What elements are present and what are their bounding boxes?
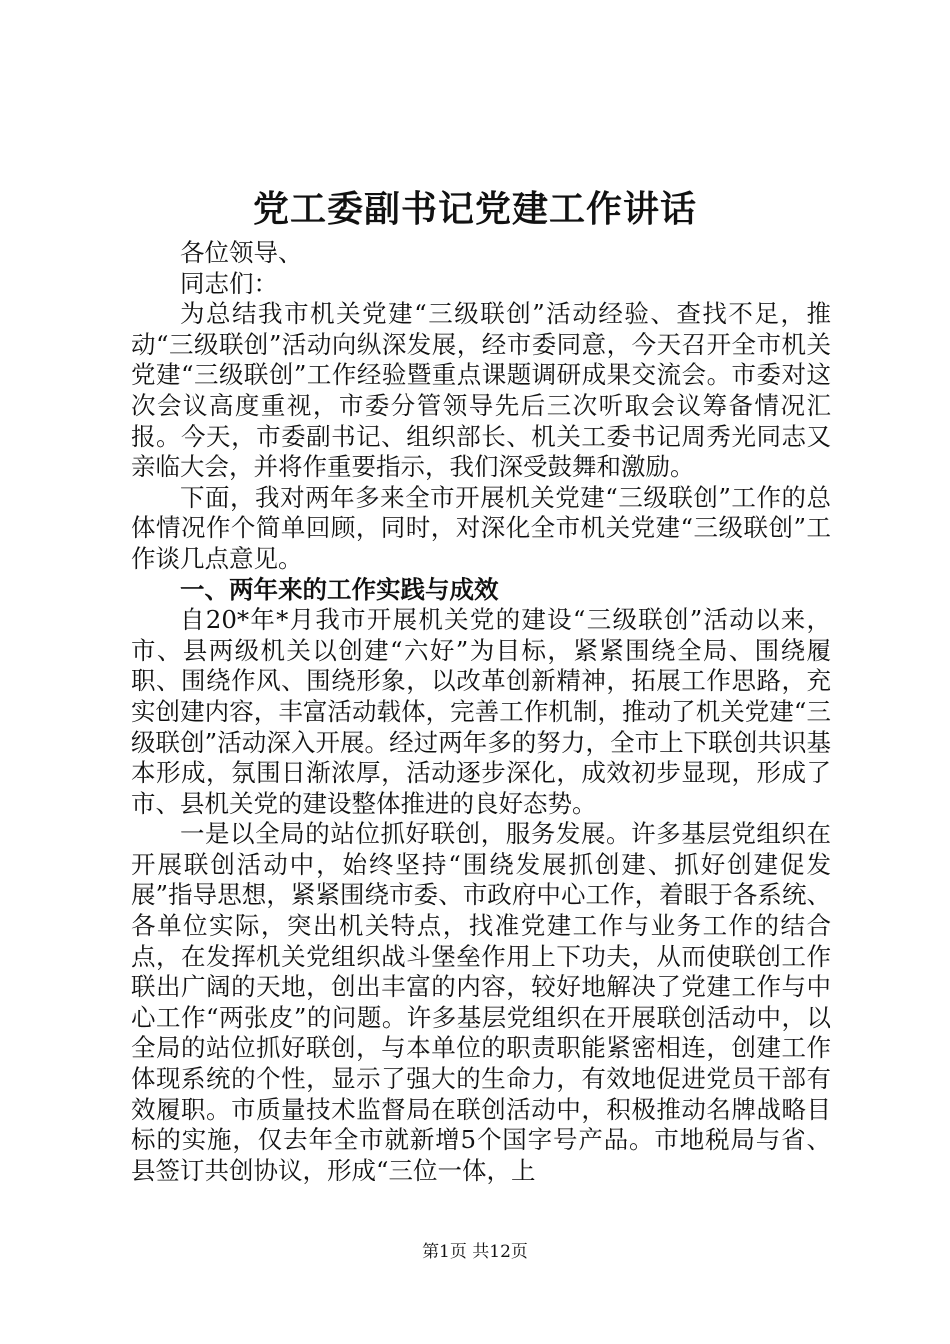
paragraph: 同志们： xyxy=(180,268,278,298)
document-body xyxy=(131,238,831,1186)
document-title: 党工委副书记党建工作讲话 xyxy=(252,189,697,230)
section-heading: 一、两年来的工作实践与成效 xyxy=(180,574,499,604)
paragraph: 一是以全局的站位抓好联创，服务发展。许多基层党组织在开展联创活动中，始终坚持“围绕发展抓创建、抓好创建促发展”指导思想，紧紧围绕市委、市政府中心工作，着眼于各系统、各单位实际，突出机关特点，找准党建工作与业务工作的结合点，在发挥机关党组织战斗堡垒作用上下功夫，从而使联创工作联出广阔的天地，创出丰富的内容，较好地解决了党建工作与中心工作“两张皮”的问题。许多基层党组织在开展联创活动中，以全局的站位抓好联创，与本单位的职责职能紧密相连，创建工作体现系统的个性，显示了强大的生命力，有效地促进党员干部有效履职。市质量技术监督局在联创活动中，积极推动名牌战略目标的实施，仅去年全市就新增5个国字号产品。市地税局与省、县签订共创协议，形成“三位一体，上 xyxy=(131,819,831,1185)
paragraph: 各位领导、 xyxy=(180,238,303,267)
paragraph: 自20*年*月我市开展机关党的建设“三级联创”活动以来，市、县两级机关以创建“六好”为目标，紧紧围绕全局、围绕履职、围绕作风、围绕形象，以改革创新精神，拓展工作思路，充实创建内容，丰富活动载体，完善工作机制，推动了机关党建“三级联创”活动深入开展。经过两年多的努力，全市上下联创共识基本形成，氛围日渐浓厚，活动逐步深化，成效初步显现，形成了市、县机关党的建设整体推进的良好态势。 xyxy=(131,605,831,818)
page-footer: 第1页 共12页 xyxy=(422,1242,528,1262)
paragraph: 下面，我对两年多来全市开展机关党建“三级联创”工作的总体情况作个简单回顾，同时，对深化全市机关党建“三级联创”工作谈几点意见。 xyxy=(131,482,831,573)
paragraph: 为总结我市机关党建“三级联创”活动经验、查找不足，推动“三级联创”活动向纵深发展，经市委同意，今天召开全市机关党建“三级联创”工作经验暨重点课题调研成果交流会。市委对这次会议高度重视，市委分管领导先后三次听取会议筹备情况汇报。今天，市委副书记、组织部长、机关工委书记周秀光同志又亲临大会，并将作重要指示，我们深受鼓舞和激励。 xyxy=(131,299,831,482)
